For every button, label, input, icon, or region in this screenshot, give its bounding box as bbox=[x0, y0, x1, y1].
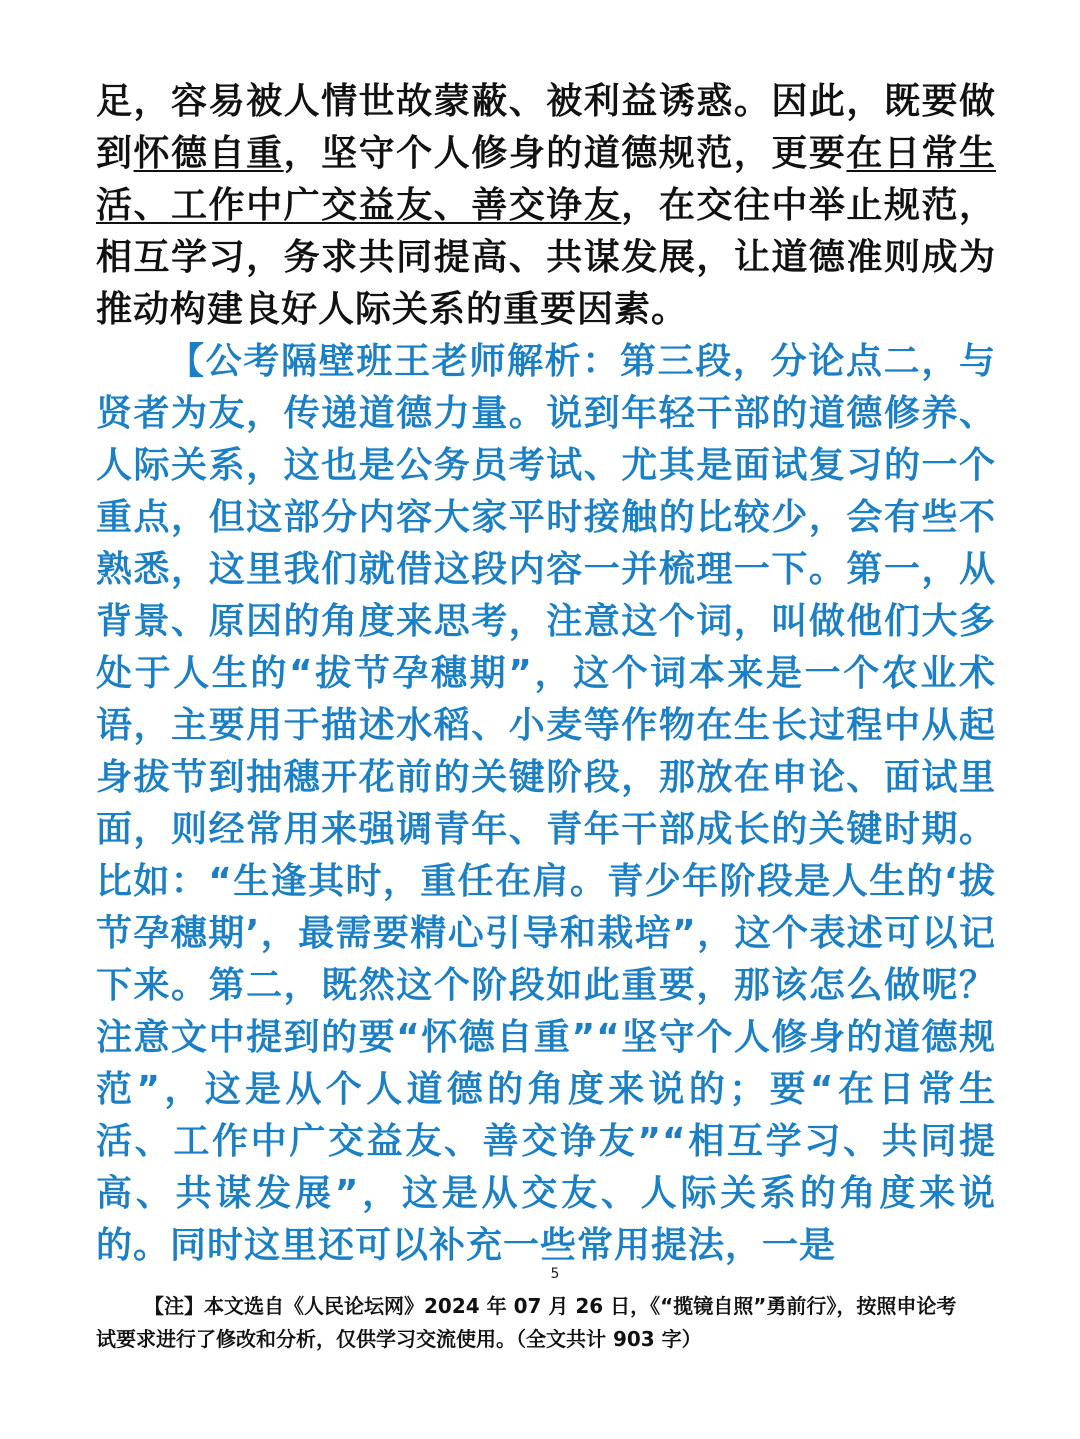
article-paragraph bbox=[96, 76, 996, 336]
page-number: 5 bbox=[550, 1266, 560, 1282]
paragraph-text-1: 足，容易被人情世故蒙蔽、被利益诱惑。因此，既要做到 bbox=[96, 81, 996, 174]
paragraph-text-3: ，在交往中举止规范，相互学习，务求共同提高、共谋发展，让道德准则成为推动构建良好人际关系的重要因素。 bbox=[96, 185, 996, 330]
paragraph-text-2: ，坚守个人修身的道德规范，更要 bbox=[283, 133, 847, 174]
teacher-analysis-paragraph: 【公考隔壁班王老师解析：第三段，分论点二，与贤者为友，传递道德力量。说到年轻干部的道德修养、人际关系，这也是公务员考试、尤其是面试复习的一个重点，但这部分内容大家平时接触的比较少，会有些不熟悉，这里我们就借这段内容一并梳理一下。第一，从背景、原因的角度来思考，注意这个词，叫做他们大多处于人生的“拔节孕穗期”，这个词本来是一个农业术语，主要用于描述水稻、小麦等作物在生长过程中从起身拔节到抽穗开花前的关键阶段，那放在申论、面试里面，则经常用来强调青年、青年干部成长的关键时期。比如：“生逢其时，重任在肩。青少年阶段是人生的‘拔节孕穗期’，最需要精心引导和栽培”，这个表述可以记下来。第二，既然这个阶段如此重要，那该怎么做呢？注意文中提到的要“怀德自重”“坚守个人修身的道德规范”，这是从个人道德的角度来说的；要“在日常生活、工作中广交益友、善交诤友”“相互学习、共同提高、共谋发展”，这是从交友、人际关系的角度来说的。同时这里还可以补充一些常用提法，一是 bbox=[96, 341, 996, 1266]
source-footnote: 【注】本文选自《人民论坛网》2024 年 07 月 26 日，《“揽镜自照”勇前行》，按照申论考试要求进行了修改和分析，仅供学习交流使用。（全文共计 903 字） bbox=[96, 1294, 957, 1351]
underlined-phrase-2: 在日常生活、工作中广交益友、善交诤友 bbox=[96, 133, 996, 226]
underlined-phrase-1: 怀德自重 bbox=[133, 133, 284, 174]
